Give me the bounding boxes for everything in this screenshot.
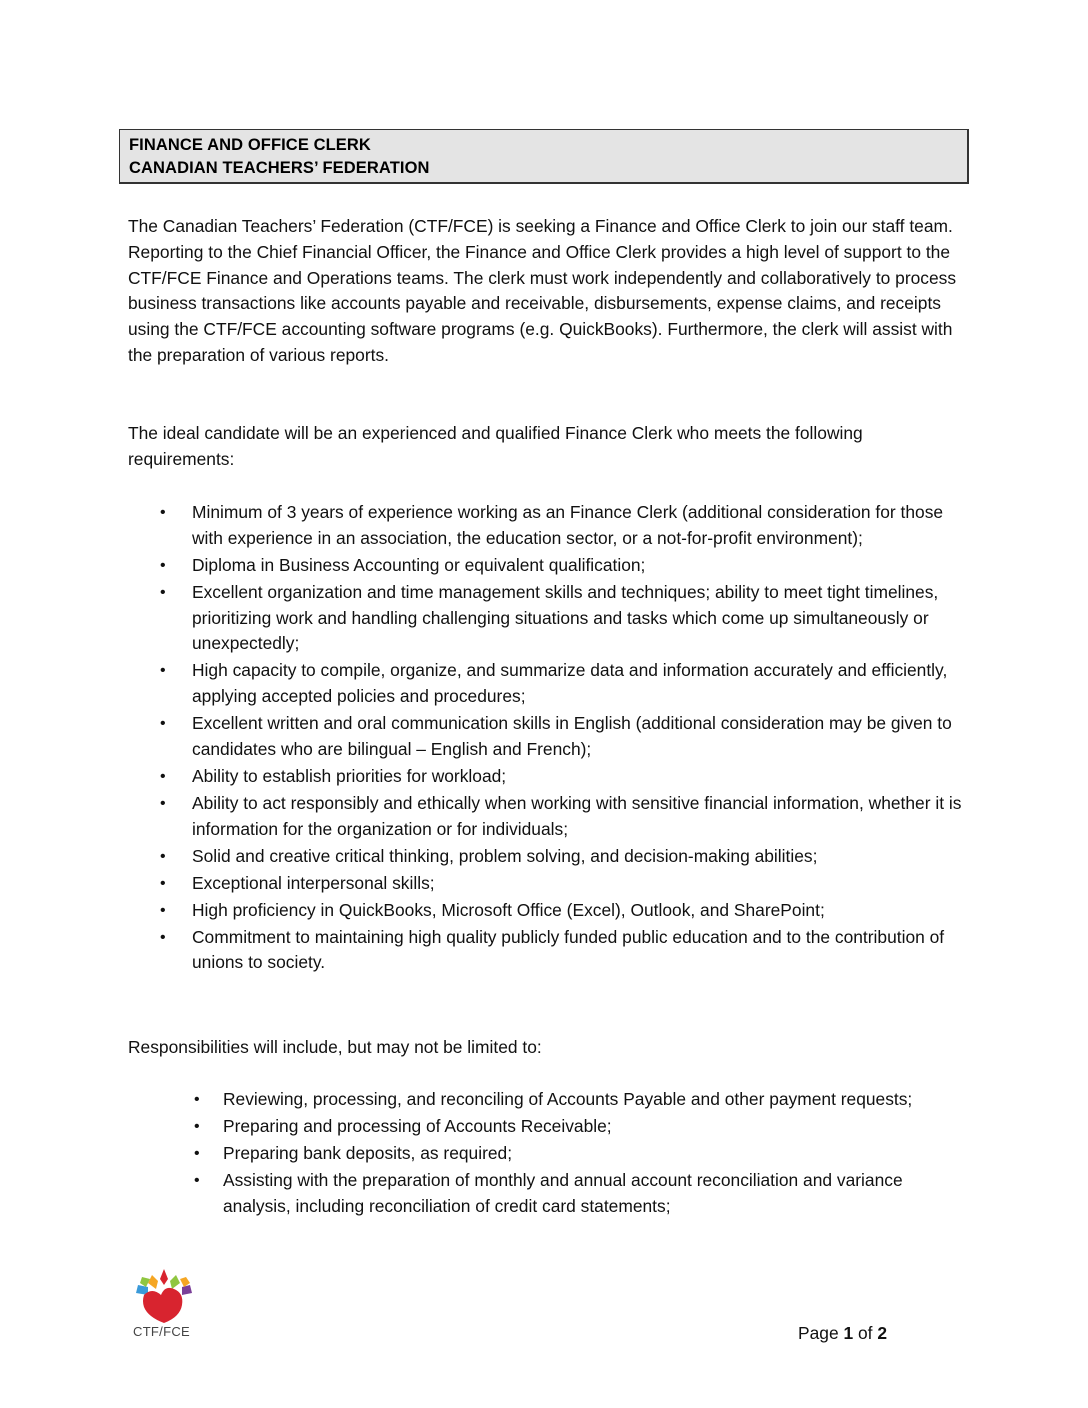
- list-item: [128, 844, 963, 870]
- list-item: [128, 764, 963, 790]
- bullet-icon: •: [160, 662, 166, 680]
- list-item-text: High proficiency in QuickBooks, Microsoft Office (Excel), Outlook, and SharePoint;: [192, 899, 825, 920]
- list-item: [128, 658, 963, 710]
- bullet-icon: •: [160, 874, 166, 892]
- list-item-text: Preparing and processing of Accounts Receivable;: [223, 1115, 612, 1136]
- list-item-text: Preparing bank deposits, as required;: [223, 1142, 513, 1163]
- list-item-text: Diploma in Business Accounting or equivalent qualification;: [192, 554, 646, 575]
- list-item-text: Minimum of 3 years of experience working as an Finance Clerk (additional consideration for those with experience in an association, the education sector, or a not-for-profit environment);: [192, 502, 944, 548]
- bullet-icon: •: [160, 504, 166, 521]
- list-item: [128, 500, 963, 552]
- bullet-icon: •: [160, 928, 166, 946]
- intro-paragraph: The Canadian Teachers’ Federation (CTF/FCE) is seeking a Finance and Office Clerk to join our staff team. Reporting to the Chief Financial Officer, the Finance and Office Clerk provides a high level of support to the CTF/FCE Finance and Operations teams. The clerk must work independently and collaboratively to process business transactions like accounts payable and receivable, disbursements, expense claims, and receipts using the CTF/FCE accounting software programs (e.g. QuickBooks). Furthermore, the clerk will assist with the preparation of various reports.: [128, 216, 957, 365]
- logo-text: CTF/FCE: [133, 1324, 190, 1339]
- bullet-icon: •: [194, 1171, 200, 1189]
- requirements-list: [128, 500, 963, 977]
- list-item-text: Reviewing, processing, and reconciling of Accounts Payable and other payment requests;: [223, 1089, 913, 1109]
- list-item: [128, 925, 963, 977]
- responsibilities-list: [128, 1087, 928, 1221]
- list-item: [128, 1114, 928, 1140]
- bullet-icon: •: [160, 901, 166, 919]
- list-item-text: Assisting with the preparation of monthly and annual account reconciliation and variance analysis, including reconciliation of credit card statements;: [223, 1169, 903, 1216]
- list-item-text: Ability to act responsibly and ethically when working with sensitive financial information, whether it is information for the organization or for individuals;: [192, 792, 962, 839]
- list-item-text: Commitment to maintaining high quality publicly funded public education and to the contribution of unions to society.: [192, 926, 945, 973]
- logo-petal: [170, 1275, 180, 1289]
- bullet-icon: •: [160, 847, 166, 865]
- list-item: [128, 580, 963, 657]
- bullet-icon: •: [160, 794, 166, 812]
- list-item: [128, 711, 963, 763]
- list-item-text: Solid and creative critical thinking, problem solving, and decision-making abilities;: [192, 845, 818, 866]
- title-box: [119, 129, 969, 184]
- logo-petal: [148, 1275, 158, 1289]
- responsibilities-intro: Responsibilities will include, but may not be limited to:: [128, 1037, 542, 1057]
- current-page: 1: [843, 1323, 854, 1343]
- list-item: [128, 553, 963, 579]
- list-item: [128, 871, 963, 897]
- list-item-text: High capacity to compile, organize, and summarize data and information accurately and efficiently, applying accepted policies and procedures;: [192, 660, 948, 707]
- logo-petal: [160, 1269, 168, 1285]
- logo-petal: [182, 1285, 192, 1295]
- bullet-icon: •: [160, 556, 166, 574]
- page-label: Page: [798, 1323, 839, 1343]
- bullet-icon: •: [160, 715, 166, 733]
- job-title: FINANCE AND OFFICE CLERK: [129, 136, 371, 154]
- list-item-text: Excellent organization and time management skills and techniques; ability to meet tight timelines, prioritizing work and handling challenging situations and tasks which come up simultaneously or unexpectedly;: [192, 581, 939, 654]
- bullet-icon: •: [160, 583, 166, 601]
- list-item-text: Excellent written and oral communication skills in English (additional consideration may be given to candidates who are bilingual – English and French);: [192, 713, 952, 759]
- list-item-text: Ability to establish priorities for workload;: [192, 765, 507, 786]
- bullet-icon: •: [194, 1091, 200, 1108]
- list-item-text: Exceptional interpersonal skills;: [192, 872, 435, 893]
- requirements-intro: The ideal candidate will be an experienced and qualified Finance Clerk who meets the following requirements:: [128, 423, 863, 469]
- organization-name: CANADIAN TEACHERS’ FEDERATION: [129, 159, 430, 177]
- list-item: [128, 1168, 928, 1220]
- list-item: [128, 791, 963, 843]
- bullet-icon: •: [160, 767, 166, 785]
- logo-leaf-heart: [143, 1288, 182, 1323]
- of-label: of: [857, 1323, 873, 1343]
- logo-petal: [140, 1277, 150, 1287]
- page-number: [798, 1323, 887, 1344]
- list-item: [128, 1141, 928, 1167]
- total-pages: 2: [877, 1323, 888, 1343]
- bullet-icon: •: [194, 1117, 200, 1135]
- bullet-icon: •: [194, 1144, 200, 1162]
- list-item: [128, 1087, 928, 1113]
- list-item: [128, 898, 963, 924]
